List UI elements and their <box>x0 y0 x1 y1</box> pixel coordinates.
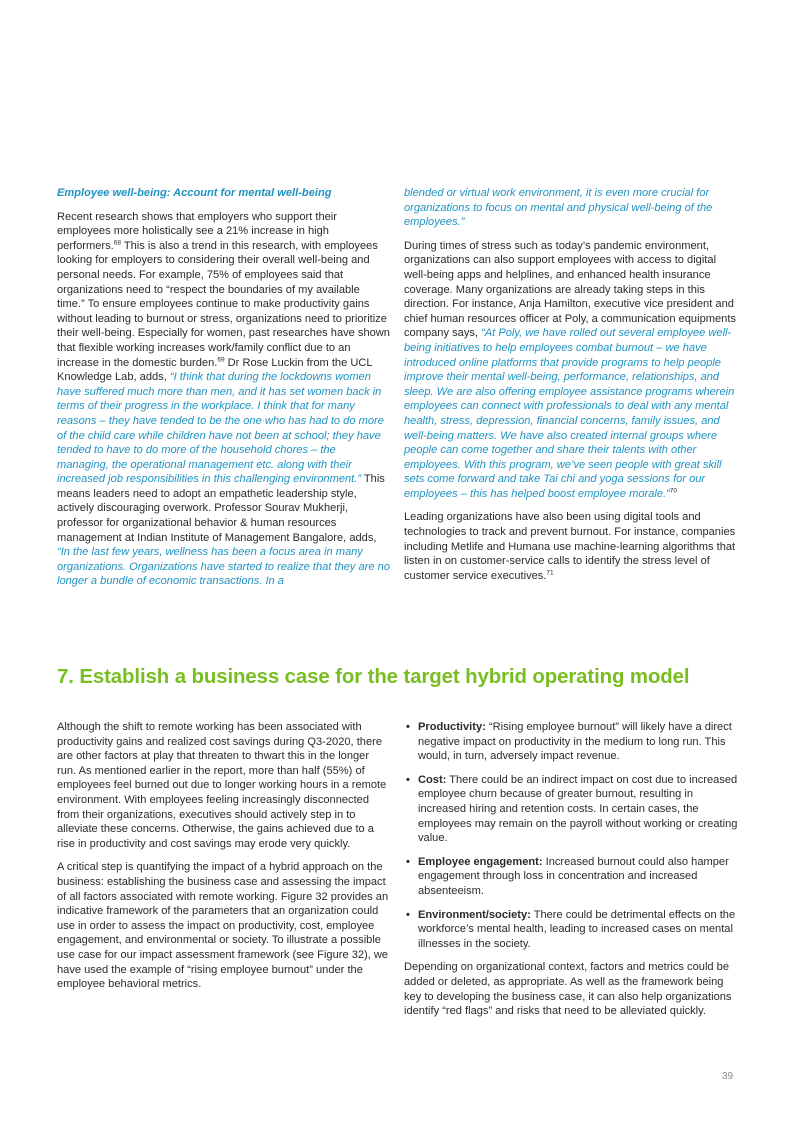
left-column-bottom <box>57 720 390 1001</box>
subsection-heading: Employee well-being: Account for mental well-being <box>57 187 332 199</box>
quote-luckin: “I think that during the lockdowns women have suffered much more than men, and it has set women back in terms of their progress in the workplace. I think that for many reasons – they have tended to be the one who has had to do more of the child care while children have not been at school; they have tended to have to do more of the household chores – the managing, the operational management etc. along with their increased job responsibilities in this challenging environment.” <box>57 371 384 486</box>
bullet-term: Environment/society: <box>418 908 531 921</box>
bullet-text: There could be detrimental effects on the workforce’s mental health, leading to increased cases on mental illnesses in the society. <box>418 908 736 950</box>
bullet-cost <box>404 773 740 846</box>
quote-mukherji: “In the last few years, wellness has been a focus area in many organizations. Organizations have started to realize that they are no longer a bundle of economic transactions. In a <box>57 546 391 588</box>
business-case-paragraph: A critical step is quantifying the impact of a hybrid approach on the business: establishing the business case and assessing the impact of all factors associated with remote working. Figure 32 provides an indicative framework of the parameters that an organization could use in order to assess the impact on productivity, cost, employee engagement, and environmental or society. To illustrate a possible use case for our impact assessment framework (see Figure 32), we have used the example of “rising employee burnout” under the employee behavioral metrics. <box>57 861 389 991</box>
footnote-ref: 70 <box>669 487 678 495</box>
impact-bullet-list <box>404 720 740 951</box>
bullet-term: Productivity: <box>418 721 486 733</box>
text-run: This means leaders need to adopt an empathetic leadership style, actively discouraging overwork. Professor Sourav Mukherji, professor for organizational behavior & human resources management at Indian Institute of Management Bangalore, adds, <box>57 473 385 544</box>
bullet-productivity <box>404 720 740 764</box>
page-number: 39 <box>722 1071 734 1082</box>
text-run: Dr Rose Luckin from the UCL Knowledge Lab, adds, <box>57 356 373 384</box>
closing-paragraph: Depending on organizational context, factors and metrics could be added or deleted, as appropriate. As well as the framework being key to developing the business case, it can also help organizations identify “red flags” and risks that need to be alleviated quickly. <box>404 961 732 1018</box>
bullet-environment-society <box>404 908 740 952</box>
footnote-ref: 71 <box>546 569 554 577</box>
text-run: During times of stress such as today’s pandemic environment, organizations can also support employees with access to digital well-being apps and helplines, and enhanced health insurance coverage. Many organizations are already taking steps in this direction. For instance, Anja Hamilton, executive vice president and chief human resources officer at Poly, a communication equipments company says, <box>404 239 736 340</box>
bullet-term: Cost: <box>418 773 447 786</box>
wellbeing-paragraph <box>57 210 390 589</box>
remote-working-paragraph: Although the shift to remote working has been associated with productivity gains and realized cost savings during Q3-2020, there are other factors at play that threaten to thwart this in the longer run. As mentioned earlier in the report, more than half (55%) of employees feel burned out due to longer working hours in a remote environment. With employees feeling increasingly disconnected from their organizations, executives should actively step in to alleviate these concerns. Otherwise, the gains achieved due to a rise in productivity and cost savings may erode very quickly. <box>57 721 387 850</box>
left-column-top <box>57 186 390 598</box>
right-column-bottom <box>404 720 740 1028</box>
text-run: Leading organizations have also been using digital tools and technologies to track and prevent burnout. For instance, companies including Metlife and Humana use machine-learning algorithms that listen in on customer-service calls to identify the stress level of customer service executives. <box>404 511 736 582</box>
text-run: This is also a trend in this research, with employees looking for employers to considering their overall well-being and personal needs. For example, 75% of employees said that organizations need to “respect the boundaries of my available time.” To ensure employees continue to make productivity gains without leading to burnout or stress, organizations need to prioritize their well-being. Especially for women, past researches have shown that flexible working increases work/family conflict due to an increase in the domestic burden. <box>57 239 390 369</box>
bullet-text: There could be an indirect impact on cost due to increased employee churn because of greater burnout, resulting in increased hiring and retention costs. In certain cases, the employees may remain on the payroll without working or creating value. <box>418 773 738 845</box>
bullet-employee-engagement <box>404 855 740 899</box>
footnote-ref: 68 <box>113 239 121 247</box>
burnout-tools-paragraph <box>404 510 737 583</box>
bullet-term: Employee engagement: <box>418 855 543 868</box>
digital-wellbeing-paragraph <box>404 239 737 502</box>
quote-hamilton: “At Poly, we have rolled out several employee well-being initiatives to help employees combat burnout – we have introduced online platforms that provide programs to help people improve their mental well-being, performance, relationships, and sleep. We are also offering employee assistance programs wherein employees can connect with professionals to deal with any mental health, stress, depression, financial concerns, family issues, and well-being matters. We have also created internal groups where people can come together and share their talents with other employees. With this program, we’ve seen people with great skill sets come forward and take Tai chi and yoga sessions for our employees – this has helped boost employee morale.” <box>404 327 735 500</box>
bullet-text: Increased burnout could also hamper engagement through loss in concentration and increased absenteeism. <box>418 855 729 897</box>
quote-continuation: blended or virtual work environment, it is even more crucial for organizations to focus on mental and physical well-being of the employees.” <box>404 187 713 229</box>
footnote-ref: 69 <box>217 355 225 363</box>
section-title: 7. Establish a business case for the target hybrid operating model <box>57 666 690 688</box>
bullet-text: “Rising employee burnout” will likely have a direct negative impact on productivity in the medium to long run. This would, in turn, adversely impact revenue. <box>418 721 732 763</box>
text-run: Recent research shows that employers who support their employees more holistically see a 21% increase in high performers. <box>57 210 337 252</box>
right-column-top <box>404 186 737 592</box>
